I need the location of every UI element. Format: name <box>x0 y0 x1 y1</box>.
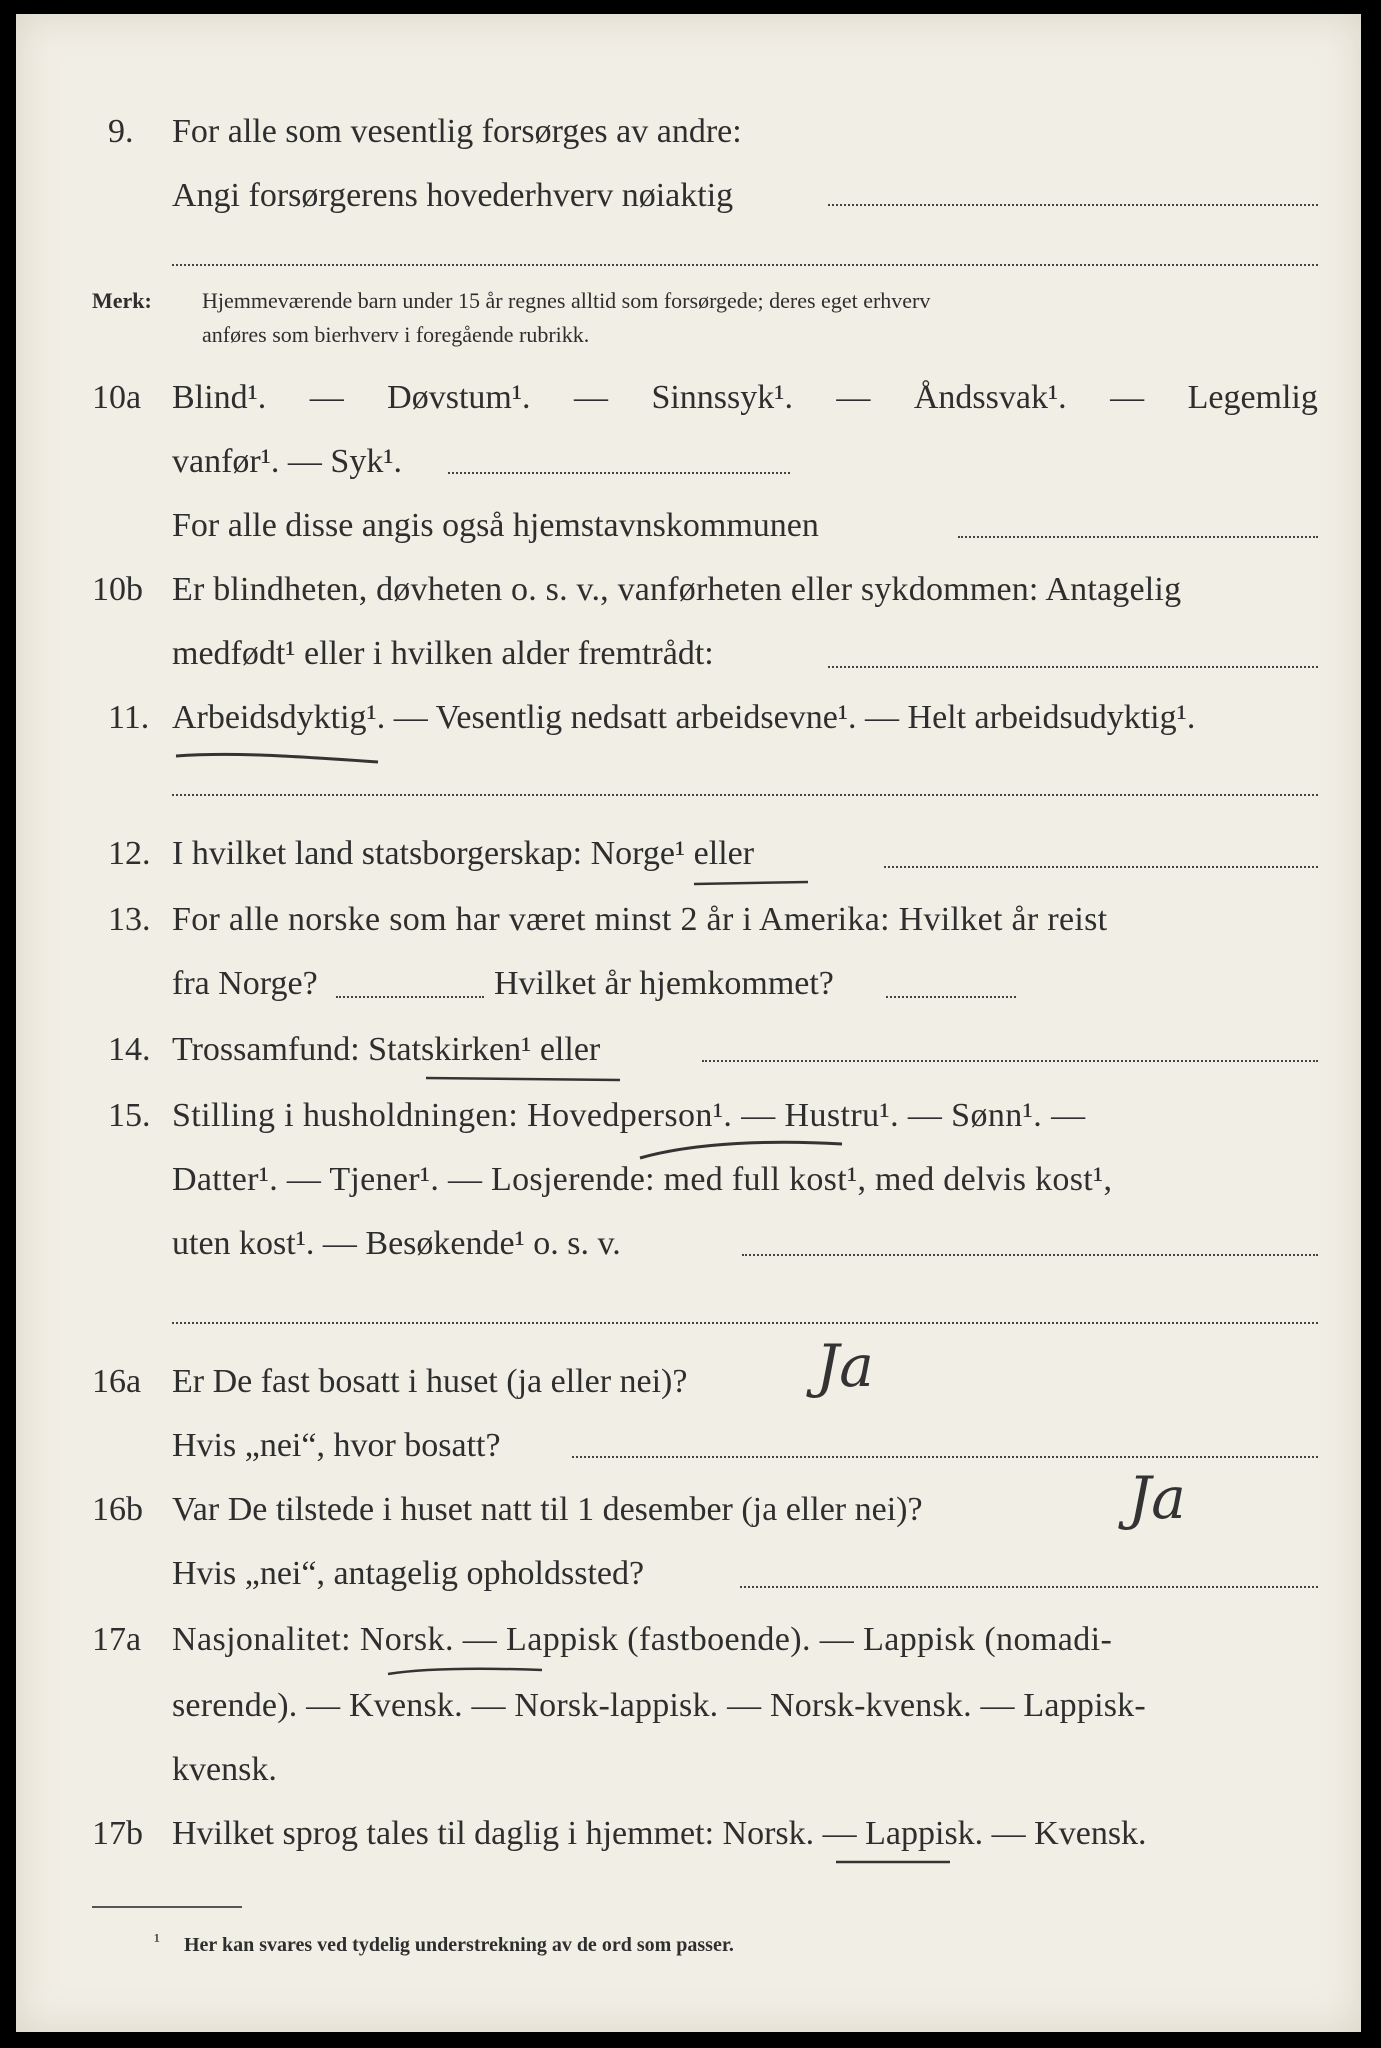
census-form-page <box>16 14 1361 2032</box>
q17a-number: 17a <box>92 1621 142 1658</box>
q13-line-1: For alle norske som har været minst 2 år i Amerika: Hvilket år reist <box>172 901 1108 938</box>
q11-number: 11. <box>108 699 150 736</box>
footnote-text: Her kan svares ved tydelig understrekning av de ord som passer. <box>184 1934 734 1956</box>
q11-separator-line <box>172 794 1318 796</box>
q10a-dash-1: — <box>309 379 344 416</box>
q15-line-3: uten kost¹. — Besøkende¹ o. s. v. <box>172 1225 621 1262</box>
q15-number: 15. <box>108 1097 151 1134</box>
q16a-number: 16a <box>92 1363 142 1400</box>
q17a-norsk-underline <box>386 1662 546 1682</box>
q17a-line-3: kvensk. <box>172 1751 277 1788</box>
q10a-dash-3: — <box>836 379 871 416</box>
q13-hjemkommet-answer-line[interactable] <box>886 996 1016 998</box>
q9-provider-label: Angi forsørgerens hovederhverv nøiaktig <box>172 177 734 214</box>
q10a-dash-4: — <box>1110 379 1145 416</box>
q10b-answer-line[interactable] <box>828 666 1318 668</box>
q10a-opt-4[interactable]: Åndssvak¹. <box>913 379 1067 416</box>
q10a-syk-answer-line[interactable] <box>448 472 790 474</box>
q17a-line-1: Nasjonalitet: Norsk. — Lappisk (fastboende). — Lappisk (nomadi- <box>172 1621 1113 1658</box>
q14-question: Trossamfund: Statskirken¹ eller <box>172 1031 601 1068</box>
footnote-rule <box>92 1906 242 1908</box>
q9-answer-line-2[interactable] <box>172 264 1318 266</box>
q14-number: 14. <box>108 1031 151 1068</box>
q15-line-2: Datter¹. — Tjener¹. — Losjerende: med full kost¹, med delvis kost¹, <box>172 1161 1113 1198</box>
q16b-answer-line[interactable] <box>740 1586 1318 1588</box>
merk-label: Merk: <box>92 288 152 313</box>
q16b-line-2: Hvis „nei“, antagelig opholdssted? <box>172 1555 645 1592</box>
q9-question: For alle som vesentlig forsørges av andre: <box>172 113 742 150</box>
q11-options: Arbeidsdyktig¹. — Vesentlig nedsatt arbeidsevne¹. — Helt arbeidsudyktig¹. <box>172 699 1196 736</box>
q10b-number: 10b <box>92 571 143 608</box>
q16b-question: Var De tilstede i huset natt til 1 desember (ja eller nei)? <box>172 1491 923 1528</box>
q17b-number: 17b <box>92 1815 143 1852</box>
q13-reist-answer-line[interactable] <box>336 996 484 998</box>
q10a-opt-2[interactable]: Døvstum¹. <box>387 379 531 416</box>
q11-handwritten-underline <box>172 742 382 770</box>
q12-question: I hvilket land statsborgerskap: Norge¹ eller <box>172 835 755 872</box>
q10a-opt-1[interactable]: Blind¹. <box>172 379 267 416</box>
q14-answer-line[interactable] <box>702 1060 1318 1062</box>
q15-line-1: Stilling i husholdningen: Hovedperson¹. — Hustru¹. — Sønn¹. — <box>172 1097 1086 1134</box>
q16b-number: 16b <box>92 1491 143 1528</box>
q17b-question: Hvilket sprog tales til daglig i hjemmet: Norsk. — Lappisk. — Kvensk. <box>172 1815 1147 1852</box>
q10a-dash-2: — <box>574 379 608 416</box>
q13-line-2a: fra Norge? <box>172 965 318 1002</box>
q9-answer-line[interactable] <box>828 204 1318 206</box>
merk-text-1: Hjemmeværende barn under 15 år regnes alltid som forsørgede; deres eget erhverv <box>202 288 931 313</box>
q15-answer-line[interactable] <box>742 1254 1318 1256</box>
q15-separator-line <box>172 1322 1318 1324</box>
q9-number: 9. <box>108 113 134 150</box>
q17a-line-2: serende). — Kvensk. — Norsk-lappisk. — Norsk-kvensk. — Lappisk- <box>172 1687 1146 1724</box>
q10a-line-3: For alle disse angis også hjemstavnskommunen <box>172 507 819 544</box>
merk-text-2: anføres som bierhverv i foregående rubrikk. <box>202 322 590 347</box>
q14-statskirken-underline <box>424 1072 624 1088</box>
q10a-opt-3[interactable]: Sinnssyk¹. <box>651 379 793 416</box>
q16a-handwritten-answer: Ja <box>816 1332 874 1400</box>
q16b-handwritten-answer: Ja <box>1128 1464 1186 1532</box>
q10b-line-1: Er blindheten, døvheten o. s. v., vanførheten eller sykdommen: Antagelig <box>172 571 1182 608</box>
q13-line-2b: Hvilket år hjemkommet? <box>494 965 834 1002</box>
q10a-number: 10a <box>92 379 142 416</box>
q16a-answer-line[interactable] <box>572 1456 1318 1458</box>
q17b-norsk-underline <box>834 1856 954 1870</box>
footnote-mark: ¹ <box>154 1930 160 1952</box>
q12-number: 12. <box>108 835 151 872</box>
q10a-line-2: vanfør¹. — Syk¹. <box>172 443 403 480</box>
q12-norge-underline <box>692 876 812 892</box>
q10a-options-line <box>172 378 1318 418</box>
q16a-line-2: Hvis „nei“, hvor bosatt? <box>172 1427 501 1464</box>
q10a-opt-5[interactable]: Legemlig <box>1187 379 1318 416</box>
q12-answer-line[interactable] <box>884 866 1318 868</box>
q10b-line-2: medfødt¹ eller i hvilken alder fremtrådt: <box>172 635 714 672</box>
q16a-question: Er De fast bosatt i huset (ja eller nei)? <box>172 1363 688 1400</box>
q10a-kommune-answer-line[interactable] <box>958 536 1318 538</box>
q13-number: 13. <box>108 901 151 938</box>
